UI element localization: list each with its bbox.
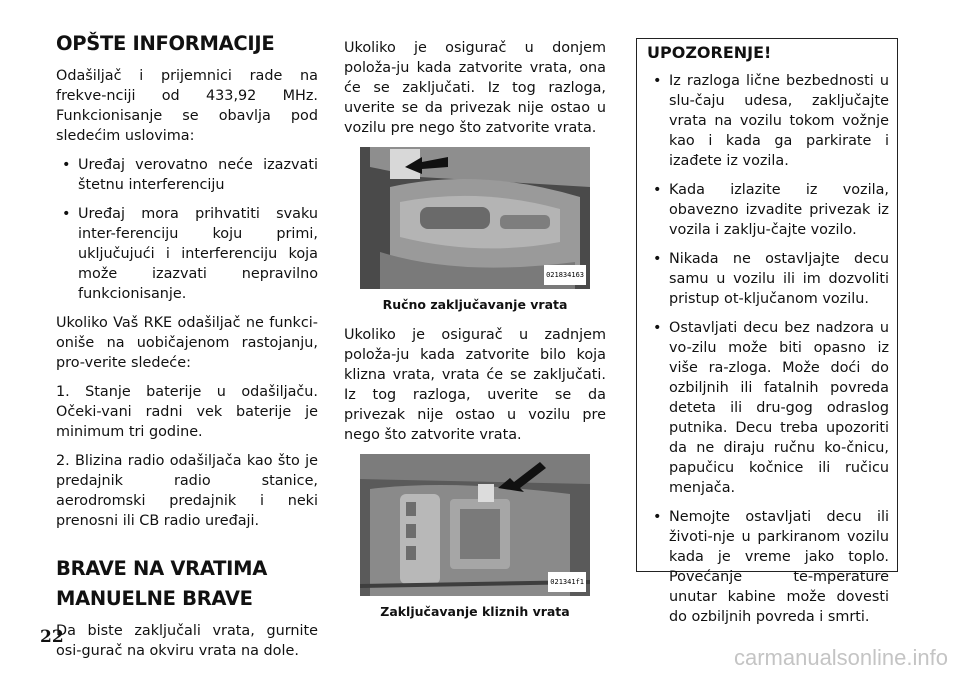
list-item: • Kada izlazite iz vozila, obavezno izvadite privezak iz vozila i zaklju-čajte vozilo. [647,180,889,240]
check-item-battery: 1. Stanje baterije u odašiljaču. Očeki-vani radni vek baterije je minimum tri godine. [56,384,318,440]
list-item: • Uređaj verovatno neće izazvati štetnu interferenciju [56,155,318,195]
conditions-list [56,155,318,304]
column-right [636,38,898,625]
section-heading-manual-locks: MANUELNE BRAVE [56,587,253,610]
figure-code: 021834163 [544,265,586,285]
section-heading-door-locks: BRAVE NA VRATIMA [56,557,267,580]
figure-sliding-door-lock [360,454,590,596]
rear-door-paragraph: Ukoliko je osigurač u zadnjem položa-ju kada zatvorite bilo koja klizna vrata, vrata će se zaključati. Iz tog razloga, uverite se da privezak nije ostao u vozilu pre nego što zatvorite vrata. [344,327,606,443]
figure-caption: Ručno zaključavanje vrata [382,297,568,312]
watermark: carmanualsonline.info [733,645,948,670]
column-middle [344,38,606,632]
warning-title: UPOZORENJE! [647,43,772,62]
figure-code: 021341f1 [548,572,586,592]
section-heading-general-info: OPŠTE INFORMACIJE [56,32,275,55]
front-door-paragraph: Ukoliko je osigurač u donjem položa-ju kada zatvorite vrata, ona će se zaključati. Iz tog razloga, uverite se da privezak nije ostao u vozilu pre nego što zatvorite vrata. [344,40,606,136]
warning-box [636,38,898,625]
list-item: • Nemojte ostavljati decu ili životi-nje u parkiranom vozilu kada je vreme jako toplo. Povećanje te-mperature unutar kabine može dovesti do ozbiljnih povreda i smrti. [647,507,889,627]
page-number: 22 [40,627,64,647]
check-item-proximity: 2. Blizina radio odašiljača kao što je predajnik radio stanice, aerodromski predajnik i neki prenosni ili CB radio uređaji. [56,453,318,529]
column-left [56,30,318,670]
list-item: • Nikada ne ostavljajte decu samu u vozilu ili im dozvoliti pristup ot-ključanom vozilu. [647,249,889,309]
rke-paragraph: Ukoliko Vaš RKE odašiljač ne funkci-oniše na uobičajenom rastojanju, pro-verite sledeće: [56,315,318,371]
intro-paragraph: Odašiljač i prijemnici rade na frekve-nciji od 433,92 MHz. Funkcionisanje se obavlja pod sledećim uslovima: [56,68,318,144]
list-item: • Iz razloga lične bezbednosti u slu-čaju udesa, zaključajte vrata na vozilu tokom vožnje kao i kada ga parkirate i izađete iz vozila. [647,71,889,171]
warning-list [647,71,889,627]
list-item: • Ostavljati decu bez nadzora u vo-zilu može biti opasno iz više ra-zloga. Može doći do ozbiljnih ili fatalnih povreda deteta ili dru-gog odraslog putnika. Decu treba upozoriti da ne diraju ručnu ko-čnicu, papučicu kočnice ili ručicu menjača. [647,318,889,498]
list-item: • Uređaj mora prihvatiti svaku inter-ferenciju koju primi, uključujući i interferenciju koja može izazvati nepravilno funkcionisanje. [56,204,318,304]
lock-instruction-paragraph: Da biste zaključali vrata, gurnite osi-gurač na okviru vrata na dole. [56,623,318,659]
figure-caption: Zaključavanje kliznih vrata [380,604,570,619]
figure-manual-door-lock [360,147,590,289]
